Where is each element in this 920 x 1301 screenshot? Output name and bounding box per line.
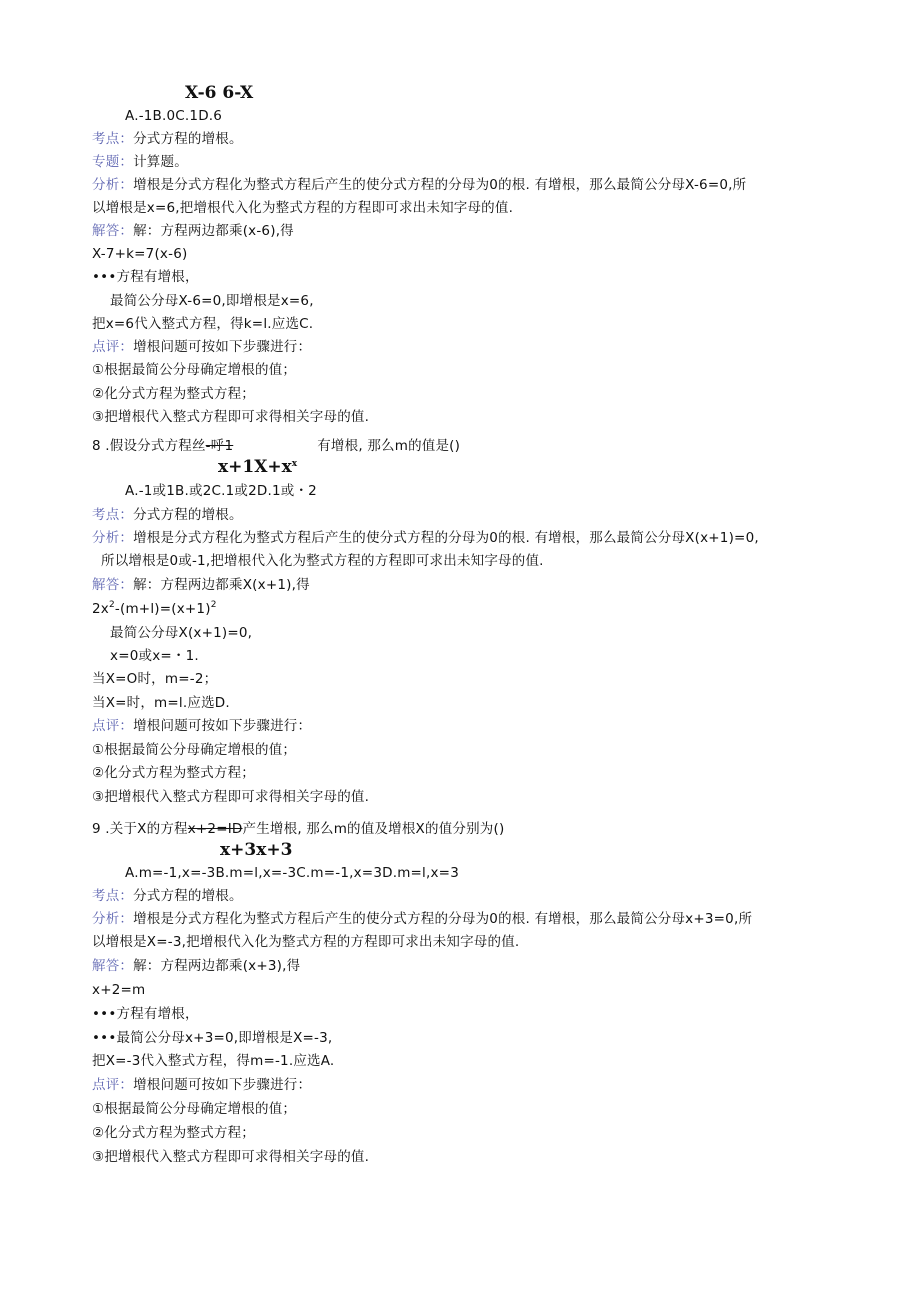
q8-stem: [92, 437, 460, 455]
q8-stem-start: 8 .假设分式方程丝: [92, 438, 206, 454]
q9-options: A.m=-1,x=-3B.m=l,x=-3C.m=-1,x=3D.m=l,x=3: [125, 865, 459, 881]
q7-dianping: [92, 338, 311, 356]
dianping-label: 点评：: [92, 718, 134, 734]
q7-fraction-denominators: X-6 6-X: [185, 83, 254, 103]
q8-fenxi: [92, 529, 759, 547]
jieda-text: 解：方程两边都乘X(x+1),得: [133, 577, 310, 593]
q7-step-2: •••方程有增根，: [92, 269, 199, 285]
fenxi-label: 分析：: [92, 177, 134, 193]
kaodian-label: 考点：: [92, 131, 134, 147]
kaodian-text: 分式方程的增根。: [133, 888, 243, 904]
q8-kaodian: [92, 506, 243, 524]
q9-step-4: 把X=-3代入整式方程，得m=-1.应选A.: [92, 1053, 335, 1069]
jieda-label: 解答：: [92, 223, 134, 239]
q8-fenxi-cont: 所以增根是0或-1,把增根代入化为整式方程的方程即可求出未知字母的值.: [101, 553, 544, 569]
q8-frac-text: x+1X+x: [218, 457, 292, 477]
q9-fraction-denominators: x+3x+3: [220, 840, 293, 860]
q9-stem-end: 产生增根, 那么m的值及增根X的值分别为(): [242, 821, 505, 837]
jieda-label: 解答：: [92, 577, 134, 593]
kaodian-text: 分式方程的增根。: [133, 131, 243, 147]
q9-step-3: •••最简公分母x+3=0,即增根是X=-3,: [92, 1030, 333, 1046]
q7-jieda: [92, 222, 294, 240]
dianping-text: 增根问题可按如下步骤进行：: [133, 718, 312, 734]
q8-fraction-denominators: [218, 457, 297, 477]
q9-fenxi-cont: 以增根是X=-3,把增根代入化为整式方程的方程即可求出未知字母的值.: [92, 934, 520, 950]
q7-note-3: ③把增根代入整式方程即可求得相关字母的值.: [92, 409, 370, 425]
jieda-text: 解：方程两边都乘(x+3),得: [133, 958, 301, 974]
dianping-text: 增根问题可按如下步骤进行：: [133, 1077, 312, 1093]
q7-note-2: ②化分式方程为整式方程；: [92, 386, 256, 402]
q7-fenxi: [92, 176, 746, 194]
q8-jieda: [92, 576, 310, 594]
q9-step-1: x+2=m: [92, 982, 146, 998]
fenxi-text: 增根是分式方程化为整式方程后产生的使分式方程的分母为0的根. 有增根，那么最简公分母x+3=0,所: [133, 911, 753, 927]
fenxi-text: 增根是分式方程化为整式方程后产生的使分式方程的分母为0的根. 有增根，那么最简公分母X(x+1)=0,: [133, 530, 759, 546]
q7-kaodian: [92, 130, 243, 148]
q7-note-1: ①根据最简公分母确定增根的值；: [92, 362, 297, 378]
q9-stem: [92, 820, 504, 838]
dianping-text: 增根问题可按如下步骤进行：: [133, 339, 312, 355]
zhuanti-text: 计算题。: [133, 154, 188, 170]
q8-eq-main: 2x: [92, 601, 109, 617]
jieda-text: 解：方程两边都乘(x-6),得: [133, 223, 294, 239]
q9-note-2: ②化分式方程为整式方程；: [92, 1125, 256, 1141]
q8-step-4: 当X=时，m=l.应选D.: [92, 695, 230, 711]
dianping-label: 点评：: [92, 1077, 134, 1093]
q8-dianping: [92, 717, 311, 735]
fenxi-label: 分析：: [92, 530, 134, 546]
q9-stem-struck: x+2=ID: [187, 821, 243, 837]
q9-kaodian: [92, 887, 243, 905]
q8-step-2: x=0或x=・1.: [110, 648, 199, 664]
zhuanti-label: 专题：: [92, 154, 134, 170]
q8-step-1: 最简公分母X(x+1)=0,: [110, 625, 253, 641]
q7-fenxi-cont: 以增根是x=6,把增根代入化为整式方程的方程即可求出未知字母的值.: [92, 200, 514, 216]
q8-note-3: ③把增根代入整式方程即可求得相关字母的值.: [92, 789, 370, 805]
q8-frac-sup: x: [291, 459, 298, 469]
q7-step-4: 把x=6代入整式方程，得k=l.应选C.: [92, 316, 314, 332]
q7-options: A.-1B.0C.1D.6: [125, 108, 223, 124]
q8-equation: [92, 600, 217, 618]
q8-eq-sup2: 2: [210, 600, 217, 610]
q9-dianping: [92, 1076, 311, 1094]
dianping-label: 点评：: [92, 339, 134, 355]
q9-jieda: [92, 957, 300, 975]
kaodian-label: 考点：: [92, 507, 134, 523]
q8-stem-struck: -呼1: [205, 438, 234, 454]
q9-note-1: ①根据最简公分母确定增根的值；: [92, 1101, 297, 1117]
fenxi-label: 分析：: [92, 911, 134, 927]
q8-step-3: 当X=O时，m=-2；: [92, 671, 218, 687]
q9-stem-start: 9 .关于X的方程: [92, 821, 188, 837]
q8-stem-end: 有增根, 那么m的值是(): [317, 438, 461, 454]
q8-options: A.-1或1B.或2C.1或2D.1或・2: [125, 483, 317, 499]
q9-fenxi: [92, 910, 752, 928]
q7-zhuanti: [92, 153, 188, 171]
jieda-label: 解答：: [92, 958, 134, 974]
q7-step-3: 最简公分母X-6=0,即增根是x=6,: [110, 293, 314, 309]
fenxi-text: 增根是分式方程化为整式方程后产生的使分式方程的分母为0的根. 有增根，那么最简公分母X-6=0,所: [133, 177, 747, 193]
q8-note-1: ①根据最简公分母确定增根的值；: [92, 742, 297, 758]
q8-eq-mid: -(m+l)=(x+1): [114, 601, 211, 617]
q8-note-2: ②化分式方程为整式方程；: [92, 765, 256, 781]
q9-step-2: •••方程有增根，: [92, 1006, 199, 1022]
q7-step-1: X-7+k=7(x-6): [92, 246, 188, 262]
q8-eq-sup1: 2: [108, 600, 115, 610]
kaodian-label: 考点：: [92, 888, 134, 904]
kaodian-text: 分式方程的增根。: [133, 507, 243, 523]
q9-note-3: ③把增根代入整式方程即可求得相关字母的值.: [92, 1149, 370, 1165]
